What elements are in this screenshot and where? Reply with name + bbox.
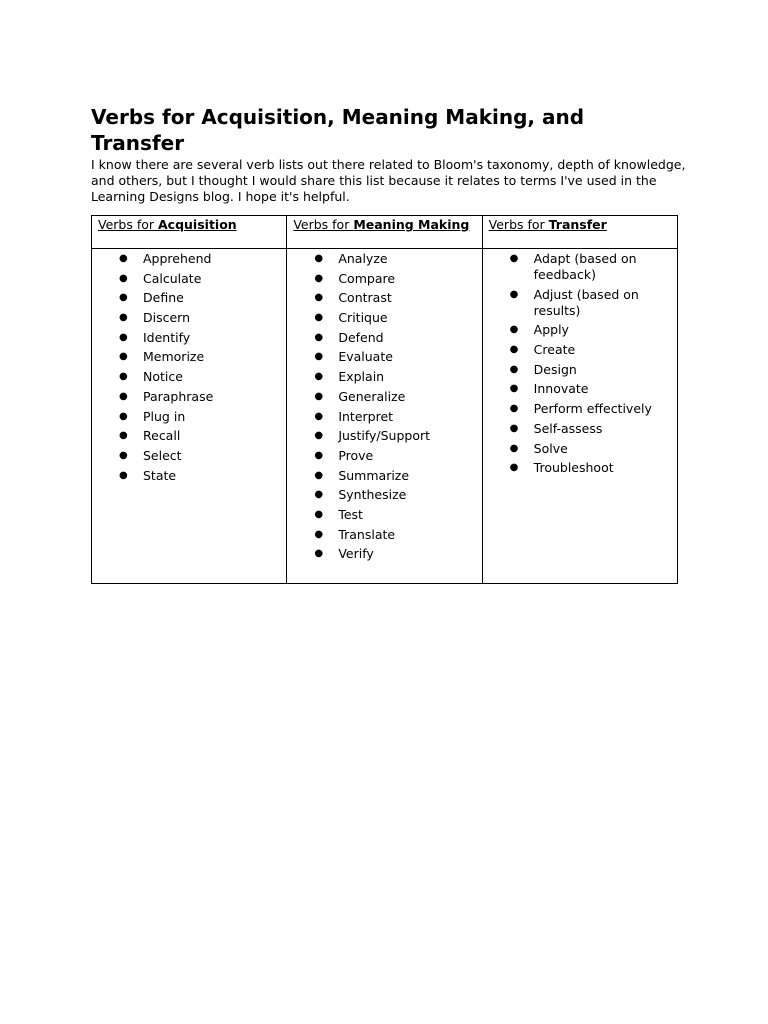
- verb-text: Prove: [338, 447, 374, 463]
- list-item: [293, 409, 475, 425]
- verb-text: Generalize: [338, 388, 406, 404]
- bullet-icon: ●: [509, 462, 519, 474]
- cell-transfer: [482, 249, 677, 584]
- list-item: [489, 441, 671, 457]
- list-item: [98, 349, 280, 365]
- verb-text: Test: [338, 506, 363, 522]
- bullet-icon: ●: [119, 292, 128, 304]
- verb-text: Explain: [338, 369, 385, 385]
- bullet-icon: ●: [119, 253, 128, 264]
- list-item: [489, 421, 671, 437]
- verb-text: Recall: [143, 428, 181, 444]
- bullet-icon: ●: [314, 272, 324, 284]
- acquisition-verb-list: [98, 251, 280, 484]
- list-item: [98, 271, 280, 287]
- bullet-icon: ●: [119, 351, 128, 363]
- verbs-table: [91, 215, 678, 584]
- verb-text: Memorize: [143, 349, 205, 365]
- verb-text: Evaluate: [338, 349, 393, 365]
- list-item: [489, 342, 671, 358]
- verb-text: Self-assess: [533, 420, 603, 436]
- list-item: [293, 369, 475, 385]
- list-item: [98, 310, 280, 326]
- list-item: [293, 448, 475, 464]
- bullet-icon: ●: [119, 312, 128, 324]
- bullet-icon: ●: [119, 331, 128, 343]
- list-item: [98, 330, 280, 346]
- document-page: [91, 104, 686, 584]
- bullet-icon: ●: [509, 422, 519, 434]
- list-item: [293, 290, 475, 306]
- list-item: [293, 428, 475, 444]
- bullet-icon: ●: [314, 371, 324, 383]
- verb-text: Define: [143, 290, 184, 306]
- bullet-icon: ●: [314, 390, 324, 402]
- list-item: [293, 507, 475, 523]
- list-item: [489, 401, 671, 417]
- verb-text: Verify: [338, 546, 374, 562]
- bullet-icon: ●: [314, 292, 324, 304]
- verb-text: Apprehend: [143, 251, 212, 266]
- verb-text: Justify/Support: [338, 428, 431, 444]
- verb-text: Contrast: [338, 290, 392, 306]
- list-item: [98, 290, 280, 306]
- list-item: [98, 389, 280, 405]
- list-item: [293, 546, 475, 562]
- list-item: [293, 468, 475, 484]
- list-item: [489, 362, 671, 378]
- transfer-verb-list: [489, 251, 671, 476]
- bullet-icon: ●: [314, 312, 324, 324]
- verb-text: Critique: [338, 310, 388, 326]
- verb-text: Select: [143, 447, 182, 463]
- list-item: [98, 369, 280, 385]
- verb-text: Perform effectively: [533, 401, 652, 417]
- bullet-icon: ●: [119, 449, 128, 461]
- list-item: [293, 310, 475, 326]
- verb-text: Summarize: [338, 467, 410, 483]
- verb-text: Design: [533, 361, 577, 377]
- header-acquisition: [92, 216, 287, 249]
- header-prefix: Verbs for: [488, 217, 549, 232]
- verb-text: Identify: [143, 329, 191, 345]
- verb-text: Interpret: [338, 408, 394, 424]
- bullet-icon: ●: [314, 253, 324, 264]
- bullet-icon: ●: [119, 371, 128, 383]
- bullet-icon: ●: [119, 410, 128, 422]
- bullet-icon: ●: [119, 390, 128, 402]
- verb-text: Defend: [338, 329, 384, 345]
- bullet-icon: ●: [314, 489, 324, 501]
- list-item: [98, 409, 280, 425]
- header-meaning-making: [287, 216, 482, 249]
- bullet-icon: ●: [509, 253, 519, 264]
- header-key: Transfer: [548, 217, 607, 232]
- verb-text: Adapt (based on feedback): [533, 251, 637, 282]
- list-item: [489, 251, 671, 283]
- verb-text: Compare: [338, 270, 396, 286]
- list-item: [98, 428, 280, 444]
- verb-text: Analyze: [338, 251, 388, 266]
- verb-text: Plug in: [143, 408, 186, 424]
- verb-text: Paraphrase: [143, 388, 214, 404]
- verb-text: Adjust (based on results): [533, 286, 639, 318]
- list-item: [293, 487, 475, 503]
- cell-acquisition: [92, 249, 287, 584]
- verb-text: Discern: [143, 310, 191, 326]
- list-item: [98, 448, 280, 464]
- bullet-icon: ●: [509, 383, 519, 395]
- bullet-icon: ●: [314, 331, 324, 343]
- list-item: [98, 468, 280, 484]
- list-item: [293, 349, 475, 365]
- verb-text: State: [143, 467, 177, 483]
- bullet-icon: ●: [314, 528, 324, 540]
- cell-meaning-making: [287, 249, 482, 584]
- bullet-icon: ●: [119, 430, 128, 442]
- bullet-icon: ●: [314, 351, 324, 363]
- header-prefix: Verbs for: [293, 217, 354, 232]
- list-item: [98, 251, 280, 267]
- list-item: [489, 460, 671, 476]
- header-prefix: Verbs for: [98, 217, 158, 232]
- verb-text: Notice: [143, 369, 183, 385]
- list-item: [293, 271, 475, 287]
- bullet-icon: ●: [314, 548, 324, 560]
- bullet-icon: ●: [314, 449, 324, 461]
- bullet-icon: ●: [509, 324, 519, 336]
- bullet-icon: ●: [509, 344, 519, 356]
- list-item: [293, 527, 475, 543]
- verb-text: Apply: [533, 322, 569, 338]
- list-item: [293, 330, 475, 346]
- verb-text: Create: [533, 342, 576, 358]
- verb-text: Calculate: [143, 270, 202, 286]
- bullet-icon: ●: [314, 508, 324, 520]
- verb-text: Synthesize: [338, 487, 407, 503]
- bullet-icon: ●: [509, 288, 519, 300]
- table-header-row: [92, 216, 678, 249]
- bullet-icon: ●: [509, 363, 519, 375]
- document-title: Verbs for Acquisition, Meaning Making, and Transfer: [91, 105, 585, 155]
- verb-text: Translate: [338, 526, 396, 542]
- list-item: [489, 381, 671, 397]
- table-body-row: [92, 249, 678, 584]
- bullet-icon: ●: [314, 430, 324, 442]
- bullet-icon: ●: [314, 469, 324, 481]
- list-item: [489, 287, 671, 319]
- header-transfer: [482, 216, 677, 249]
- bullet-icon: ●: [509, 403, 519, 415]
- intro-paragraph: I know there are several verb lists out there related to Bloom's taxonomy, depth of knowledge, and others, but I thought I would share this list because it relates to terms I've used in the Learning Designs blog. I hope it's helpful.: [91, 157, 686, 204]
- list-item: [293, 251, 475, 267]
- header-key: Meaning Making: [353, 217, 470, 232]
- list-item: [489, 322, 671, 338]
- verb-text: Innovate: [533, 381, 589, 397]
- bullet-icon: ●: [509, 442, 519, 454]
- list-item: [293, 389, 475, 405]
- verb-text: Solve: [533, 440, 568, 456]
- bullet-icon: ●: [314, 410, 324, 422]
- verb-text: Troubleshoot: [533, 460, 614, 476]
- bullet-icon: ●: [119, 469, 128, 481]
- meaning-making-verb-list: [293, 251, 475, 562]
- header-key: Acquisition: [158, 217, 237, 232]
- bullet-icon: ●: [119, 272, 128, 284]
